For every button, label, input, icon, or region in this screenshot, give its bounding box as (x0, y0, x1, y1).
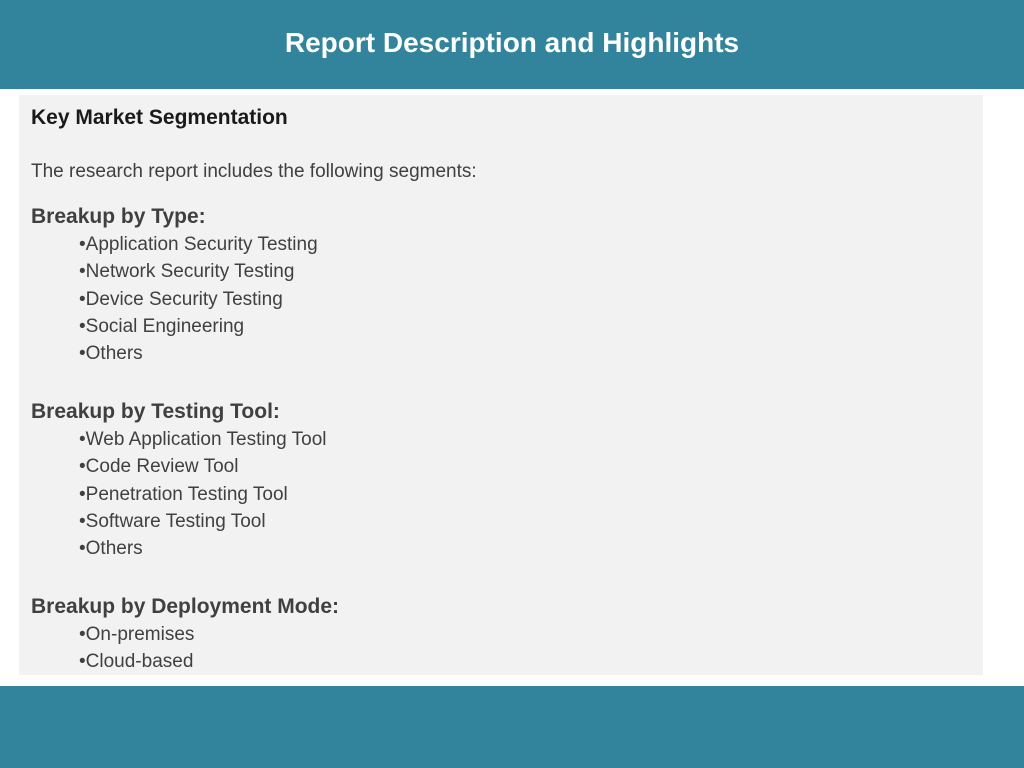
list-item: •Cloud-based (79, 651, 194, 673)
list-item: •Web Application Testing Tool (79, 429, 327, 450)
segment-group-deployment-mode (31, 593, 339, 676)
segment-group-title: Breakup by Type: (31, 205, 206, 228)
bullet-icon: • (79, 315, 86, 337)
intro-text: The research report includes the following segments: (31, 161, 477, 182)
slide-title: Report Description and Highlights (284, 27, 740, 58)
list-item: •Device Security Testing (79, 288, 283, 310)
bullet-icon: • (79, 510, 86, 532)
list-item: •Others (79, 538, 143, 560)
segment-list (31, 231, 318, 367)
footer-band (0, 686, 1024, 768)
segment-group-title: Breakup by Testing Tool: (31, 400, 280, 423)
list-item: •Application Security Testing (79, 234, 318, 255)
bullet-icon: • (79, 651, 86, 673)
segment-group-type (31, 203, 318, 367)
segment-list (31, 621, 339, 676)
segment-group-title: Breakup by Deployment Mode: (31, 595, 340, 618)
bullet-icon: • (79, 624, 86, 645)
bullet-icon: • (79, 483, 86, 505)
list-item: •Social Engineering (79, 315, 245, 337)
bullet-icon: • (79, 288, 86, 310)
list-item: •Network Security Testing (79, 261, 295, 283)
list-item: •On-premises (79, 624, 195, 645)
bullet-icon: • (79, 456, 86, 478)
list-item: •Code Review Tool (79, 456, 239, 478)
segment-list (31, 426, 327, 562)
list-item: •Others (79, 343, 143, 365)
bullet-icon: • (79, 261, 86, 283)
bullet-icon: • (79, 234, 86, 255)
section-heading: Key Market Segmentation (31, 106, 288, 129)
bullet-icon: • (79, 343, 86, 365)
list-item: •Penetration Testing Tool (79, 483, 288, 505)
bullet-icon: • (79, 429, 86, 450)
segment-group-testing-tool (31, 398, 327, 562)
list-item: •Software Testing Tool (79, 510, 266, 532)
bullet-icon: • (79, 538, 86, 560)
